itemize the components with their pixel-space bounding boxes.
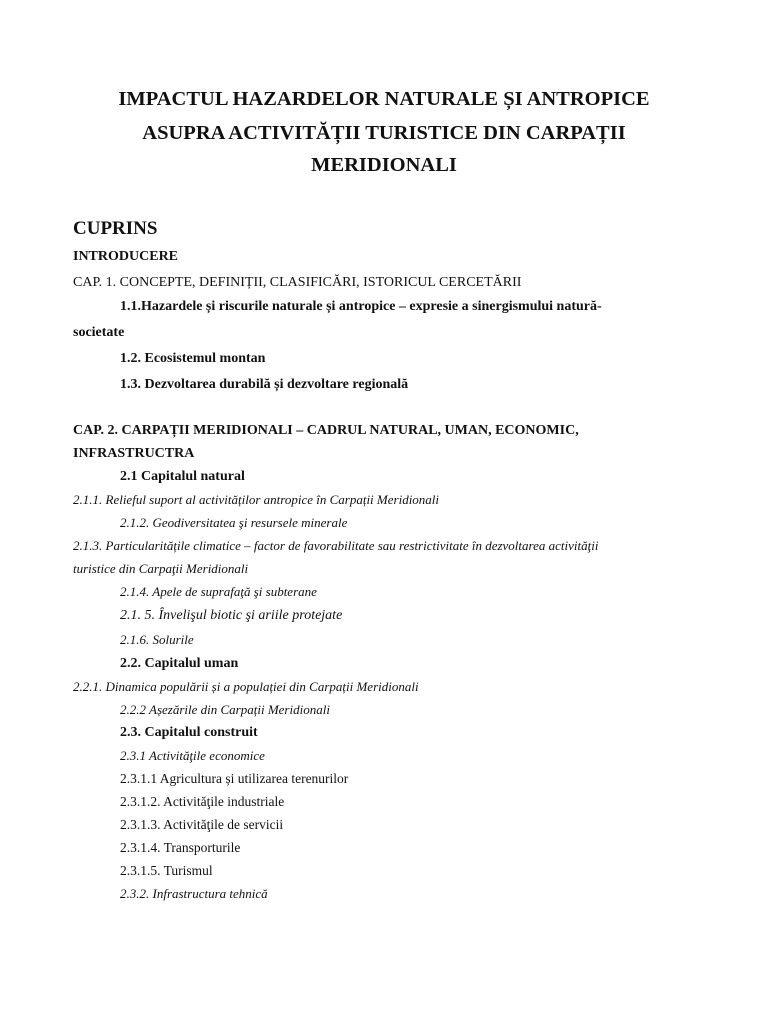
chapter-1-heading: CAP. 1. CONCEPTE, DEFINIȚII, CLASIFICĂRI, ISTORICUL CERCETĂRII — [73, 275, 522, 290]
section-2-1: 2.1 Capitalul natural — [120, 469, 245, 484]
section-2-3-1-1: 2.3.1.1 Agricultura și utilizarea terenurilor — [120, 771, 349, 786]
chapter-2-heading-line-2: INFRASTRUCTRA — [73, 446, 195, 461]
section-2-2: 2.2. Capitalul uman — [120, 656, 239, 671]
section-2-3-2: 2.3.2. Infrastructura tehnică — [120, 886, 268, 901]
section-2-3-1: 2.3.1 Activităţile economice — [120, 748, 265, 763]
section-2-1-6: 2.1.6. Solurile — [120, 632, 194, 647]
section-2-2-2: 2.2.2 Așezările din Carpații Meridionali — [120, 702, 330, 717]
section-1-3: 1.3. Dezvoltarea durabilă și dezvoltare regională — [120, 377, 409, 392]
section-2-1-1: 2.1.1. Relieful suport al activităților antropice în Carpații Meridionali — [73, 492, 440, 507]
document-title-line-1: IMPACTUL HAZARDELOR NATURALE ȘI ANTROPICE — [118, 88, 650, 110]
section-2-1-5: 2.1. 5. Învelişul biotic şi ariile protejate — [120, 608, 343, 623]
section-2-3-1-4: 2.3.1.4. Transporturile — [120, 840, 241, 855]
section-1-1-line-2: societate — [73, 325, 125, 340]
document-title-line-3: MERIDIONALI — [311, 154, 457, 176]
chapter-2-heading-line-1: CAP. 2. CARPAȚII MERIDIONALI – CADRUL NATURAL, UMAN, ECONOMIC, — [73, 423, 579, 438]
section-2-1-3-line-1: 2.1.3. Particularitățile climatice – factor de favorabilitate sau restrictivitate în dezvoltarea activităţii — [73, 538, 599, 553]
toc-intro: INTRODUCERE — [73, 249, 179, 264]
toc-heading: CUPRINS — [73, 218, 158, 239]
section-2-2-1: 2.2.1. Dinamica populării și a populației din Carpații Meridionali — [73, 679, 419, 694]
section-2-3-1-3: 2.3.1.3. Activităţile de servicii — [120, 817, 284, 832]
section-1-2: 1.2. Ecosistemul montan — [120, 351, 266, 366]
section-2-1-4: 2.1.4. Apele de suprafaţă şi subterane — [120, 584, 317, 599]
section-1-1-line-1: 1.1.Hazardele și riscurile naturale și antropice – expresie a sinergismului natură- — [120, 299, 602, 314]
section-2-1-3-line-2: turistice din Carpaţii Meridionali — [73, 561, 249, 576]
section-2-1-2: 2.1.2. Geodiversitatea şi resursele minerale — [120, 515, 348, 530]
section-2-3-1-5: 2.3.1.5. Turismul — [120, 863, 213, 878]
section-2-3-1-2: 2.3.1.2. Activităţile industriale — [120, 794, 285, 809]
document-title-line-2: ASUPRA ACTIVITĂȚII TURISTICE DIN CARPAȚII — [142, 122, 626, 144]
section-2-3: 2.3. Capitalul construit — [120, 725, 258, 740]
